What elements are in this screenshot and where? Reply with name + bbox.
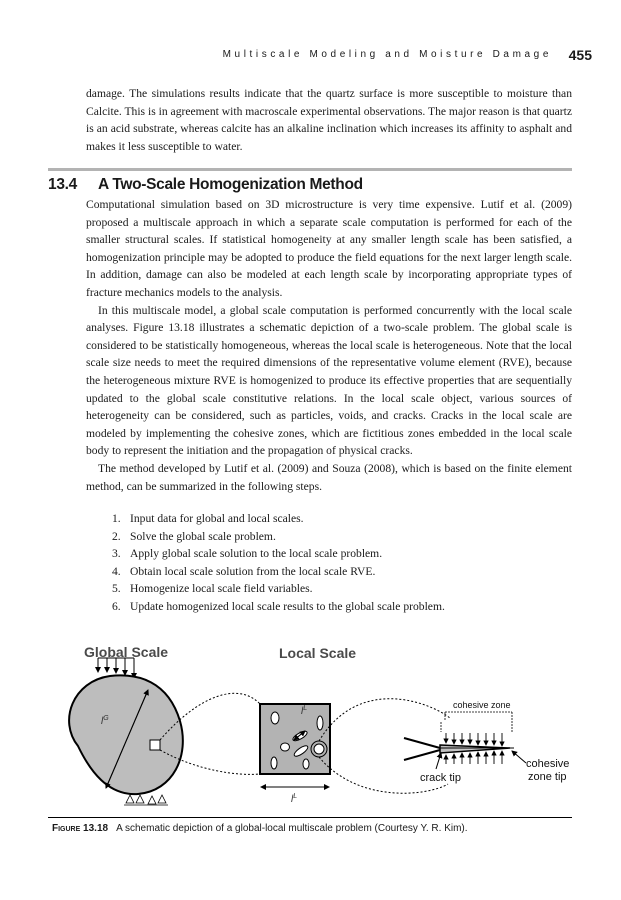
lg-label: $l^G$ [101, 715, 109, 727]
paragraph-3: The method developed by Lutif et al. (2009) and Souza (2008), which is based on the finite element method, can be summarized in the following steps. [86, 461, 572, 493]
ll-bottom-label: $l^L$ [291, 793, 298, 805]
list-item: 5. Homogenize local scale field variables. [112, 582, 313, 595]
page-number: 455 [568, 47, 592, 63]
caption-label: Figure 13.18 [52, 823, 109, 834]
ll-label: $l^L$ [301, 705, 308, 717]
figure-rule [48, 817, 572, 818]
section-title: A Two-Scale Homogenization Method [98, 176, 363, 193]
figure-13-18 [48, 636, 578, 816]
paragraph-2: In this multiscale model, a global scale computation is performed concurrently with the local scale analyses. Figure 13.18 illustrates a schematic depiction of a two-scale problem. The global scale is considered to be statistically homogeneous, whereas the local scale is heterogeneous. Note that the local scale size needs to meet the required dimensions of the representative volume element (RVE), because the heterogeneous mixture RVE is homogenized to produce its effective properties that are sequentially updated to the global scale constitutive relations. In the local scale object, various sources of heterogeneity can be considered, such as particles, voids, and cracks. Cracks in the local scale are modeled by implementing the cohesive zones, which are fictitious zones embedded in the local scale body to represent the initiation and the propagation of physical cracks. [86, 303, 572, 458]
list-item: 4. Obtain local scale solution from the local scale RVE. [112, 564, 376, 578]
running-title: Multiscale Modeling and Moisture Damage [222, 49, 552, 60]
crack-tip-pointer [436, 753, 441, 769]
zoom-line-crack-top [319, 699, 450, 741]
cohesive-zone-tip-label-line2: zone tip [528, 771, 567, 783]
section-number: 13.4 [48, 176, 77, 193]
figure-caption [52, 823, 468, 834]
section-heading [48, 176, 363, 194]
local-scale-label: Local Scale [279, 645, 357, 661]
list-item: 2. Solve the global scale problem. [112, 529, 276, 543]
cohesive-zone-label: cohesive zone [453, 700, 511, 710]
caption-text: A schematic depiction of a global-local multiscale problem (Courtesy Y. R. Kim). [116, 823, 468, 834]
intro-paragraph: damage. The simulations results indicate that the quartz surface is more susceptible to moisture than Calcite. This is in agreement with macroscale experimental observations. The major reason is that quartz is an acid substrate, whereas calcite has an alkaline inclination which increases its affinity to asphalt and makes it less susceptible to water. [86, 87, 572, 153]
crack-tip-label: crack tip [420, 772, 461, 784]
multiscale-diagram [48, 636, 578, 816]
list-item: 1. Input data for global and local scales. [112, 512, 304, 525]
cohesive-zone-tip-label-line1: cohesive [526, 758, 570, 770]
steps-list [112, 510, 445, 615]
crack-detail [404, 712, 514, 764]
section-body [86, 196, 572, 495]
list-item: 3. Apply global scale solution to the local scale problem. [112, 547, 383, 560]
running-header [222, 47, 592, 67]
cohesive-zone-tip-pointer [512, 751, 526, 763]
intro-paragraph-block [86, 85, 572, 155]
global-scale-label: Global Scale [84, 644, 169, 660]
global-body [69, 675, 183, 794]
section-divider [48, 168, 572, 171]
rve-marker [150, 740, 160, 750]
list-item: 6. Update homogenized local scale results to the global scale problem. [112, 599, 445, 613]
global-supports [124, 795, 168, 805]
paragraph-1: Computational simulation based on 3D microstructure is very time expensive. Lutif et al. (2009) proposed a multiscale approach in which a separate scale computation is performed for each of the smaller structural scales. If statistical homogeneity at any smaller length scale has been satisfied, a homogenization principle may be adopted to produce the field equations for the next larger length scale. In addition, damage can also be modeled at each length scale by incorporating appropriate types of fracture mechanics models to the analysis. [86, 198, 572, 299]
